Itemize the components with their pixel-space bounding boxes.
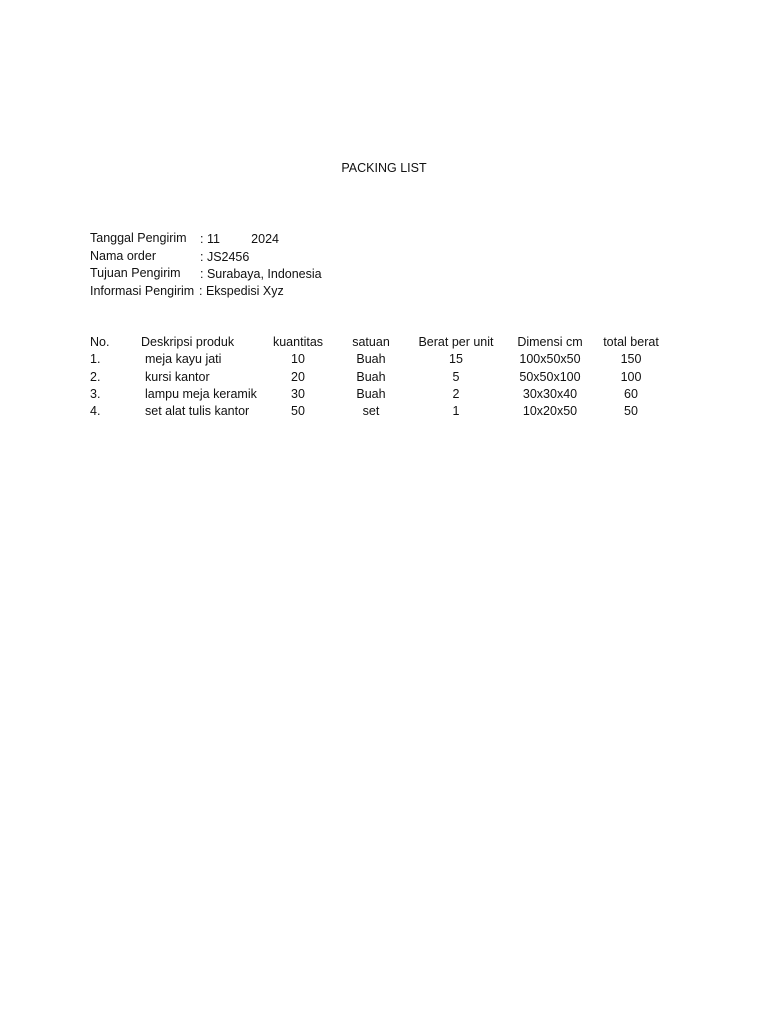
column-header: total berat [603, 335, 659, 349]
cell-dimensions: 10x20x50 [522, 404, 578, 419]
column-header: No. [90, 335, 110, 349]
info-label: Tujuan Pengirim [90, 266, 181, 280]
cell-quantity: 20 [291, 369, 305, 384]
cell-unit: Buah [356, 386, 386, 401]
cell-description: lampu meja keramik [145, 386, 257, 401]
cell-quantity: 30 [291, 386, 305, 401]
cell-no: 3. [90, 386, 101, 401]
cell-total-weight: 60 [624, 386, 638, 401]
cell-description: kursi kantor [145, 369, 210, 384]
cell-description: set alat tulis kantor [145, 404, 250, 419]
table-row [0, 351, 768, 368]
info-label: Informasi Pengirim [90, 283, 195, 298]
table-row [0, 369, 768, 386]
cell-no: 1. [90, 352, 101, 367]
column-header: satuan [352, 335, 390, 349]
cell-no: 2. [90, 369, 101, 384]
table-row [0, 403, 768, 420]
cell-unit-weight: 1 [452, 404, 460, 419]
info-value: : 11 2024 [200, 232, 279, 246]
info-label: Nama order [90, 248, 156, 263]
info-value: : Ekspedisi Xyz [199, 283, 284, 298]
cell-unit: Buah [356, 352, 386, 367]
cell-dimensions: 100x50x50 [519, 352, 581, 367]
cell-total-weight: 100 [620, 369, 642, 384]
cell-quantity: 10 [291, 352, 305, 367]
column-header: Dimensi cm [517, 335, 583, 349]
column-header: Berat per unit [418, 335, 494, 349]
info-value: : JS2456 [200, 249, 250, 264]
cell-description: meja kayu jati [145, 352, 222, 367]
table-row [0, 386, 768, 403]
cell-unit: Buah [356, 369, 386, 384]
cell-no: 4. [90, 404, 101, 419]
packing-table [0, 334, 768, 420]
cell-dimensions: 50x50x100 [519, 369, 581, 384]
column-header: kuantitas [272, 335, 324, 349]
info-value: : Surabaya, Indonesia [200, 267, 322, 281]
cell-total-weight: 150 [620, 352, 642, 367]
document-title: PACKING LIST [341, 161, 427, 175]
cell-unit-weight: 15 [449, 352, 463, 367]
info-label: Tanggal Pengirim [90, 231, 187, 245]
cell-total-weight: 50 [624, 404, 638, 419]
cell-unit-weight: 2 [452, 386, 460, 401]
cell-unit: set [362, 404, 380, 419]
cell-dimensions: 30x30x40 [522, 386, 578, 401]
column-header: Deskripsi produk [141, 335, 235, 349]
cell-quantity: 50 [291, 404, 305, 419]
cell-unit-weight: 5 [452, 369, 460, 384]
table-header-row [0, 334, 768, 351]
